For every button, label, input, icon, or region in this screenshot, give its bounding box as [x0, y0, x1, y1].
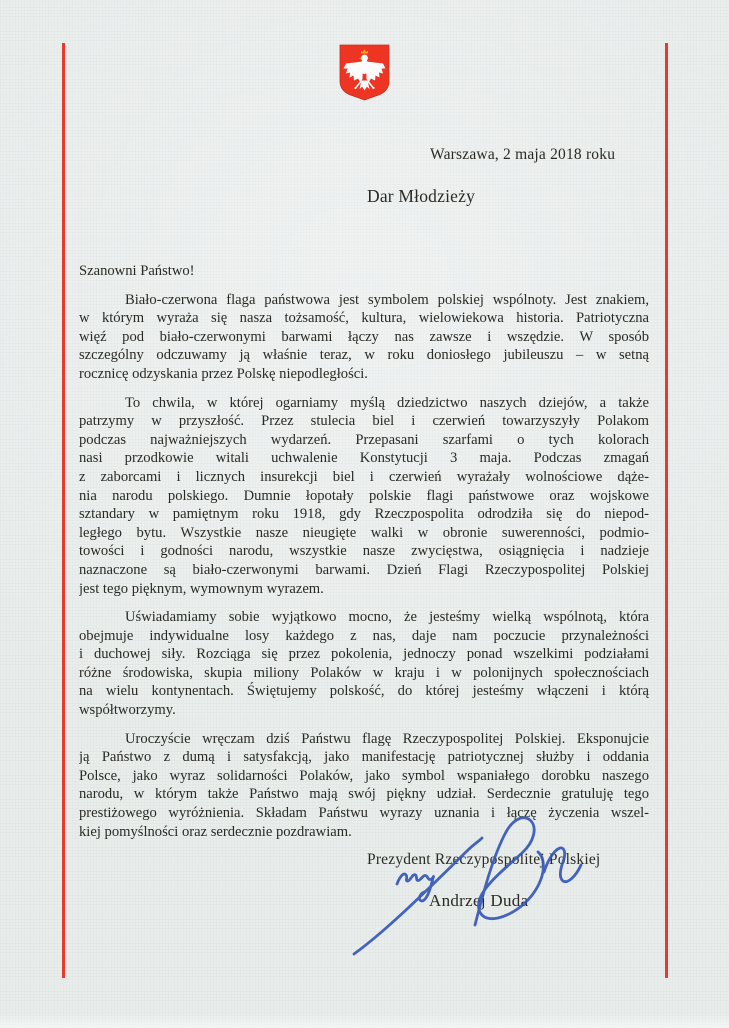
- body-line: kiej pomyślności oraz serdecznie pozdrawiam.: [79, 823, 352, 840]
- body-line: prestiżowego wyróżnienia. Składam Państwu wyrazy uznania i łączę życzenia wszel-: [79, 805, 649, 822]
- body-line: narodu, w którym także Państwo mają swój piękny udział. Serdecznie gratuluję tego: [79, 786, 649, 803]
- body-line: Uroczyście wręczam dziś Państwu flagę Rzeczypospolitej Polskiej. Eksponujcie: [125, 730, 649, 747]
- body-line: szczególny odczuwamy ją właśnie teraz, w roku doniosłego jubileuszu – w setną: [79, 347, 649, 364]
- body-line: Biało-czerwona flaga państwowa jest symbolem polskiej wspólnoty. Jest znakiem,: [125, 291, 649, 308]
- body-line: naznaczone są biało-czerwonymi barwami. Dzień Flagi Rzeczypospolitej Polskiej: [79, 561, 649, 578]
- body-line: z zaborcami i licznych insurekcji biel i czerwień wyrażały wolnościowe dąże-: [79, 468, 649, 485]
- red-margin-rule-right: [665, 43, 668, 978]
- body-line: na wielu kontynentach. Świętujemy polskość, do której jesteśmy włączeni i którą: [79, 683, 649, 700]
- body-line: To chwila, w której ogarniamy myślą dziedzictwo naszych dziejów, a także: [125, 394, 649, 411]
- signoff-name: Andrzej Duda: [429, 891, 529, 910]
- date-line: Warszawa, 2 maja 2018 roku: [430, 146, 616, 163]
- red-margin-rule-left: [62, 43, 65, 978]
- body-line: współtworzymy.: [79, 702, 176, 719]
- recipient-name: Dar Młodzieży: [367, 186, 476, 206]
- body-line: ległego bytu. Wszystkie nasze nieugięte walki w obronie suwerenności, podmio-: [79, 524, 649, 541]
- body-line: obejmuje indywidualne losy każdego z nas, daje nam poczucie przynależności: [79, 627, 649, 644]
- body-line: rocznicę odzyskania przez Polskę niepodległości.: [79, 365, 368, 382]
- body-line: i duchowej siły. Rozciąga się przez pokolenia, jednoczy ponad wszelkimi podziałami: [79, 646, 649, 663]
- polish-coat-of-arms-icon: [338, 43, 391, 102]
- body-paragraph: [79, 394, 649, 599]
- body-line: w którym wyraża się nasza tożsamość, kultura, wielowiekowa historia. Patriotyczna: [79, 310, 649, 327]
- body-line: różne środowiska, skupia miliony Polaków w kraju i w polonijnych społecznościach: [79, 664, 649, 681]
- body-line: nasi przodkowie witali uchwalenie Konstytucji 3 maja. Podczas zmagań: [79, 450, 649, 467]
- body-line: towości i godności narodu, wszystkie nasze zwycięstwa, osiągnięcia i nadzieje: [79, 543, 649, 560]
- body-line: podczas najważniejszych wydarzeń. Przepasani szarfami o tych kolorach: [79, 431, 649, 448]
- body-paragraph: [79, 291, 649, 384]
- body-line: Uświadamiamy sobie wyjątkowo mocno, że jesteśmy wielką wspólnotą, która: [125, 609, 649, 626]
- body-line: ją Państwo z dumą i satysfakcją, jako manifestację patriotycznej służby i oddania: [79, 749, 649, 766]
- signoff-title: Prezydent Rzeczypospolitej Polskiej: [367, 851, 601, 868]
- body-line: jest tego pięknym, wymownym wyrazem.: [79, 580, 324, 597]
- salutation: Szanowni Państwo!: [79, 263, 195, 279]
- body-line: Polsce, jako wyraz solidarności Polaków, jako symbol wspaniałego dorobku naszego: [79, 767, 649, 784]
- body-line: patrzymy w przyszłość. Przez stulecia biel i czerwień towarzyszyły Polakom: [79, 413, 649, 430]
- body-paragraphs: [79, 291, 649, 842]
- body-line: więź pod biało-czerwonymi barwami łączy nas zawsze i wszędzie. W sposób: [79, 328, 649, 345]
- body-paragraph: [79, 730, 649, 842]
- body-line: nia narodu polskiego. Dumnie łopotały polskie flagi państwowe oraz wojskowe: [79, 487, 649, 504]
- letter-body: [79, 262, 649, 841]
- body-paragraph: [79, 608, 649, 720]
- body-line: sztandary w pamiętnym roku 1918, gdy Rzeczpospolita odrodziła się do niepod-: [79, 506, 649, 523]
